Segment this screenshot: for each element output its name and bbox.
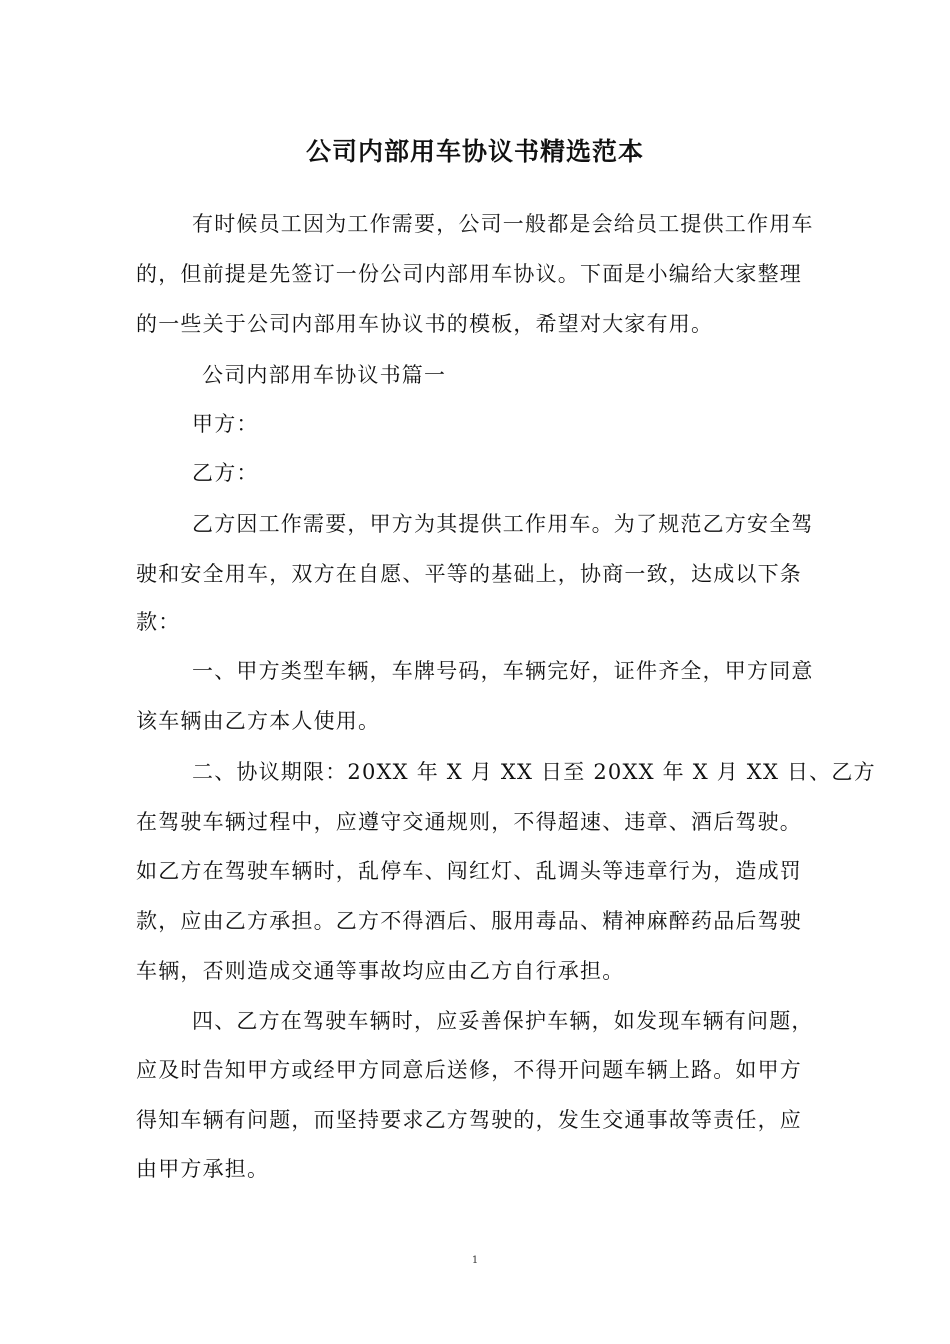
clause-line: 得知车辆有问题，而坚持要求乙方驾驶的，发生交通事故等责任，应 <box>136 1108 802 1132</box>
clause-line: 如乙方在驾驶车辆时，乱停车、闯红灯、乱调头等违章行为，造成罚 <box>136 859 802 883</box>
clause-line: 二、协议期限：20XX 年 X 月 XX 日至 20XX 年 X 月 XX 日、乙方 <box>192 760 876 784</box>
clause-line: 应及时告知甲方或经甲方同意后送修，不得开问题车辆上路。如甲方 <box>136 1058 802 1082</box>
section-heading: 公司内部用车协议书篇一 <box>202 363 447 387</box>
document-title: 公司内部用车协议书精选范本 <box>305 137 644 166</box>
paragraph-line: 的，但前提是先签订一份公司内部用车协议。下面是小编给大家整理 <box>136 262 802 286</box>
paragraph-line: 驶和安全用车，双方在自愿、平等的基础上，协商一致，达成以下条 <box>136 562 802 586</box>
party-b-label: 乙方： <box>192 461 259 485</box>
paragraph-line: 款： <box>136 610 181 634</box>
clause-line: 四、乙方在驾驶车辆时，应妥善保护车辆，如发现车辆有问题， <box>192 1009 814 1033</box>
clause-line: 由甲方承担。 <box>136 1157 270 1181</box>
clause-line: 在驾驶车辆过程中，应遵守交通规则，不得超速、违章、酒后驾驶。 <box>136 810 802 834</box>
page-number: 1 <box>471 1255 479 1266</box>
paragraph-line: 乙方因工作需要，甲方为其提供工作用车。为了规范乙方安全驾 <box>192 512 814 536</box>
clause-line: 车辆，否则造成交通等事故均应由乙方自行承担。 <box>136 959 625 983</box>
paragraph-line: 有时候员工因为工作需要，公司一般都是会给员工提供工作用车 <box>192 212 814 236</box>
clause-line: 一、甲方类型车辆，车牌号码，车辆完好，证件齐全，甲方同意 <box>192 659 814 683</box>
party-a-label: 甲方： <box>192 412 259 436</box>
clause-line: 该车辆由乙方本人使用。 <box>136 709 381 733</box>
paragraph-line: 的一些关于公司内部用车协议书的模板，希望对大家有用。 <box>136 312 714 336</box>
clause-line: 款，应由乙方承担。乙方不得酒后、服用毒品、精神麻醉药品后驾驶 <box>136 909 802 933</box>
